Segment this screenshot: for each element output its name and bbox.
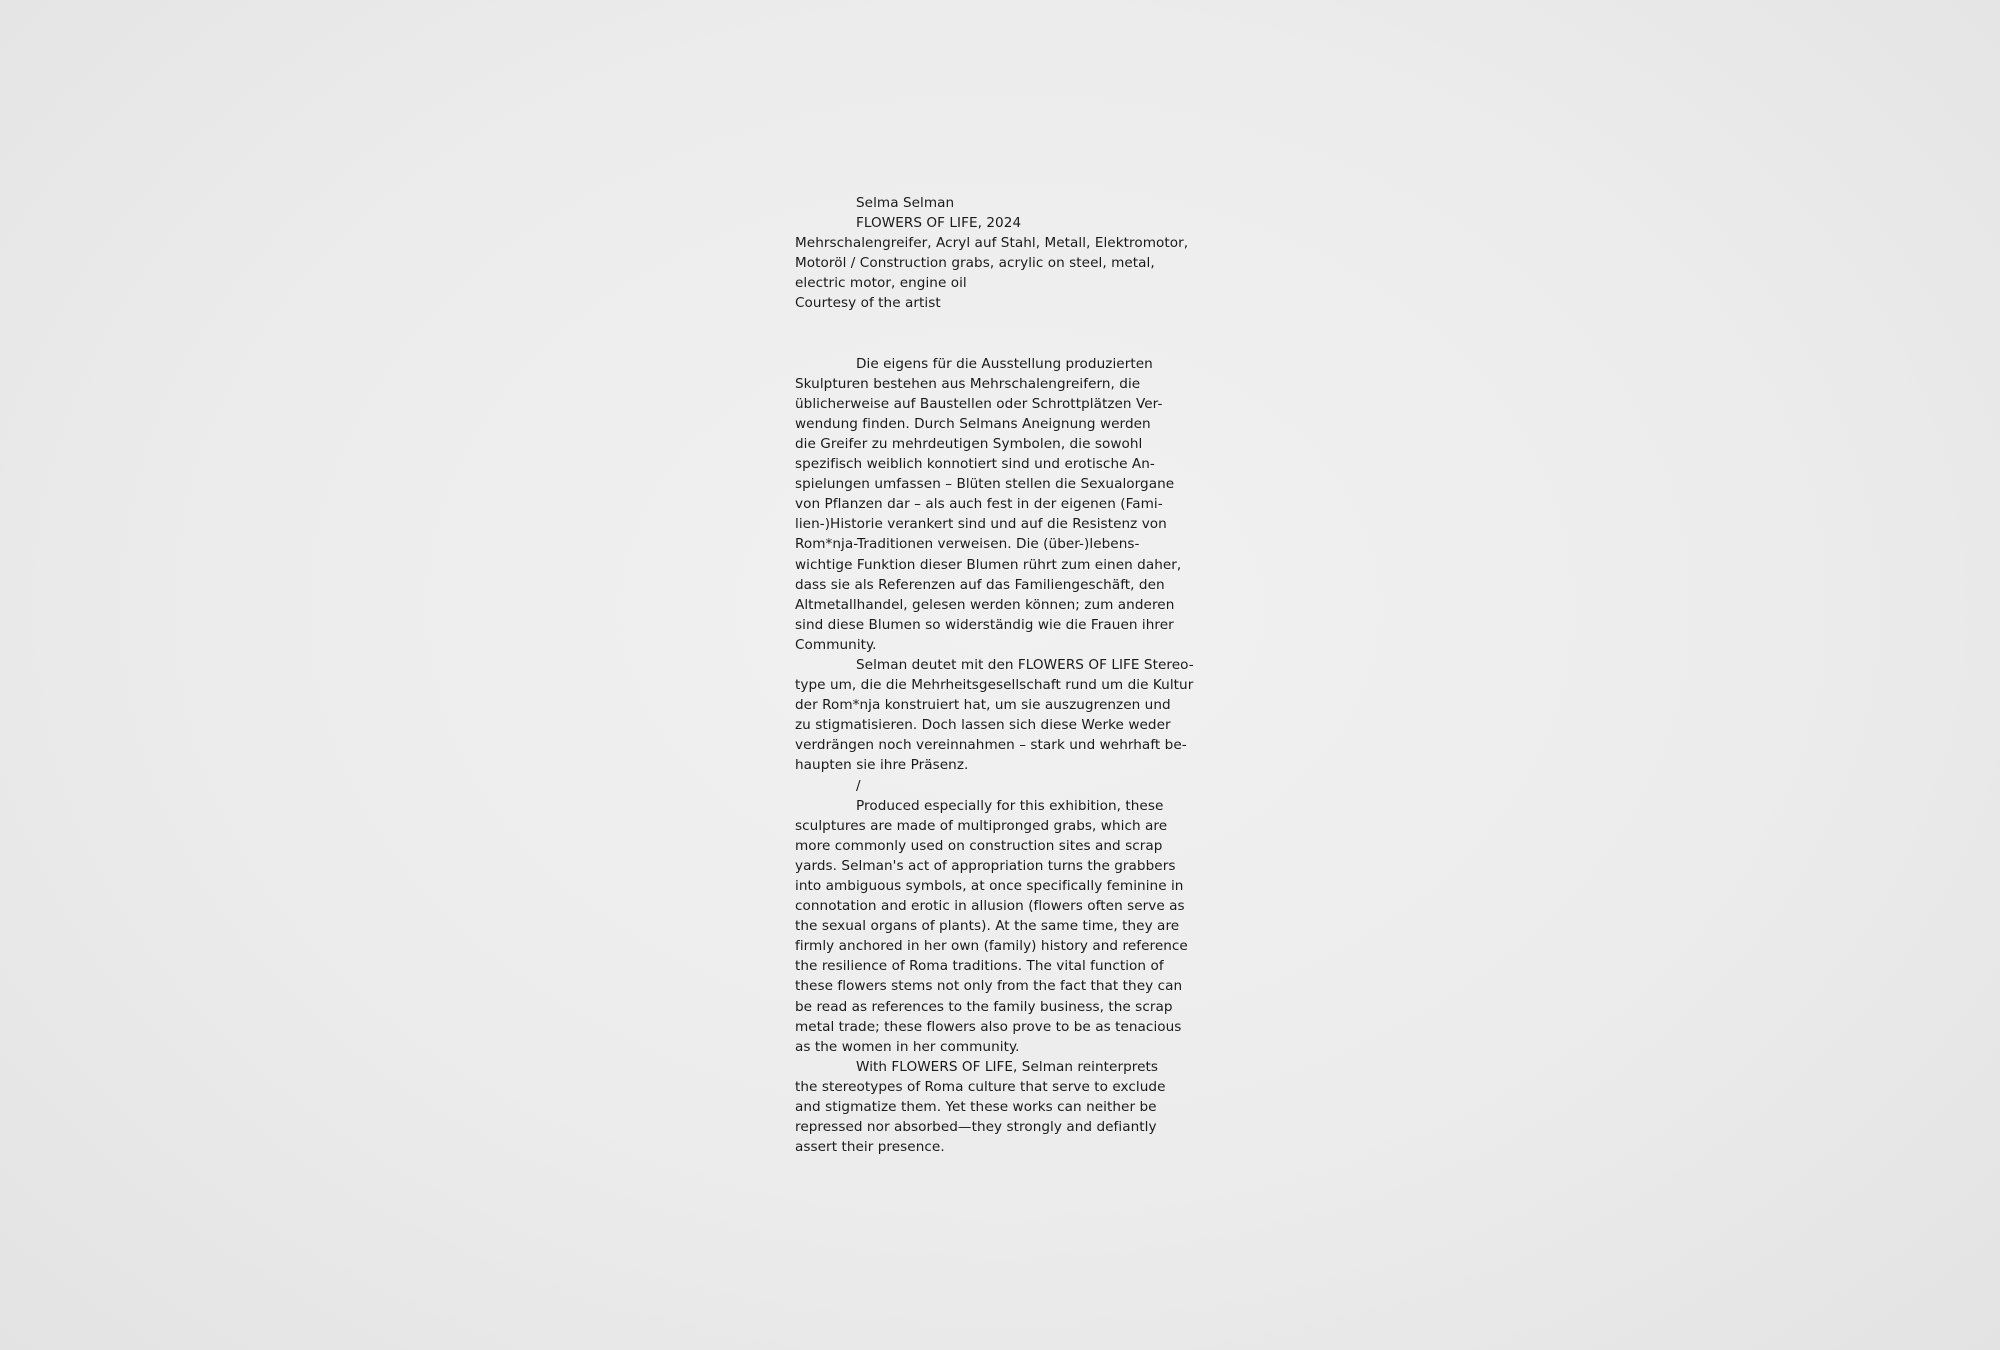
text-line: yards. Selman's act of appropriation turns the grabbers <box>795 857 1176 874</box>
text-line: sculptures are made of multipronged grabs, which are <box>795 817 1168 834</box>
text-line: into ambiguous symbols, at once specifically feminine in <box>795 878 1184 894</box>
text-line: spielungen umfassen – Blüten stellen die Sexualorgane <box>795 476 1175 493</box>
text-line: verdrängen noch vereinnahmen – stark und wehrhaft be- <box>795 737 1187 754</box>
text-line: von Pflanzen dar – als auch fest in der eigenen (Fami- <box>795 496 1163 513</box>
wall-text-panel <box>795 193 1215 1157</box>
text-line: be read as references to the family business, the scrap <box>795 998 1173 1015</box>
text-line: With FLOWERS OF LIFE, Selman reinterprets <box>856 1058 1159 1075</box>
text-line: Skulpturen bestehen aus Mehrschalengreifern, die <box>795 375 1141 392</box>
text-line: connotation and erotic in allusion (flowers often serve as <box>795 898 1185 915</box>
text-line: Community. <box>795 636 877 653</box>
text-line: the sexual organs of plants). At the same time, they are <box>795 918 1180 935</box>
materials-line: electric motor, engine oil <box>795 275 967 292</box>
text-line: Die eigens für die Ausstellung produzierten <box>856 355 1153 372</box>
text-line: wichtige Funktion dieser Blumen rührt zum einen daher, <box>795 556 1182 573</box>
text-line: lien-)Historie verankert sind und auf die Resistenz von <box>795 516 1167 533</box>
english-paragraph-1 <box>795 796 1215 1057</box>
text-line: haupten sie ihre Präsenz. <box>795 757 969 774</box>
text-line: the stereotypes of Roma culture that serve to exclude <box>795 1078 1166 1095</box>
german-paragraph-1 <box>795 354 1215 655</box>
text-line: metal trade; these flowers also prove to be as tenacious <box>795 1018 1182 1035</box>
text-line: the resilience of Roma traditions. The vital function of <box>795 958 1164 975</box>
english-paragraph-2 <box>795 1057 1215 1157</box>
spacer <box>795 314 1215 354</box>
text-line: repressed nor absorbed—they strongly and defiantly <box>795 1119 1157 1136</box>
text-line: firmly anchored in her own (family) history and reference <box>795 938 1188 955</box>
text-line: zu stigmatisieren. Doch lassen sich diese Werke weder <box>795 717 1171 734</box>
text-line: wendung finden. Durch Selmans Aneignung werden <box>795 415 1151 432</box>
text-line: der Rom*nja konstruiert hat, um sie auszugrenzen und <box>795 697 1171 714</box>
text-line: and stigmatize them. Yet these works can neither be <box>795 1099 1157 1116</box>
text-line: these flowers stems not only from the fact that they can <box>795 978 1183 995</box>
text-line: type um, die die Mehrheitsgesellschaft rund um die Kultur <box>795 677 1194 694</box>
text-line: die Greifer zu mehrdeutigen Symbolen, die sowohl <box>795 435 1143 452</box>
text-line: sind diese Blumen so widerständig wie die Frauen ihrer <box>795 616 1174 633</box>
artist-name: Selma Selman <box>856 195 955 211</box>
materials-line: Mehrschalengreifer, Acryl auf Stahl, Metall, Elektromotor, <box>795 235 1189 252</box>
language-separator: / <box>856 777 861 794</box>
text-line: Rom*nja-Traditionen verweisen. Die (über-)lebens- <box>795 536 1140 553</box>
text-line: spezifisch weiblich konnotiert sind und erotische An- <box>795 456 1155 473</box>
credit-line: Courtesy of the artist <box>795 295 941 312</box>
text-line: as the women in her community. <box>795 1038 1020 1055</box>
text-line: Selman deutet mit den FLOWERS OF LIFE Stereo- <box>856 656 1194 673</box>
text-line: dass sie als Referenzen auf das Familiengeschäft, den <box>795 576 1165 593</box>
text-line: assert their presence. <box>795 1139 945 1156</box>
materials-line: Motoröl / Construction grabs, acrylic on steel, metal, <box>795 255 1155 272</box>
text-line: more commonly used on construction sites and scrap <box>795 837 1163 854</box>
artwork-title: FLOWERS OF LIFE, 2024 <box>856 215 1022 232</box>
text-line: Altmetallhandel, gelesen werden können; zum anderen <box>795 596 1175 613</box>
text-line: Produced especially for this exhibition, these <box>856 797 1164 814</box>
german-paragraph-2 <box>795 655 1215 776</box>
artwork-label <box>795 193 1215 314</box>
text-line: üblicherweise auf Baustellen oder Schrottplätzen Ver- <box>795 395 1163 412</box>
